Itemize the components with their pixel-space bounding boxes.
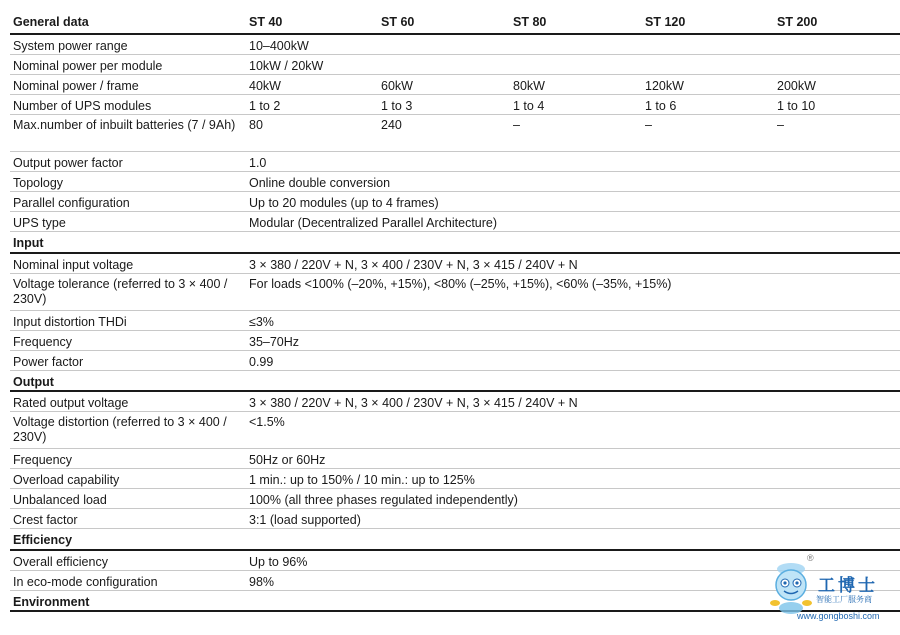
- watermark: [763, 553, 893, 628]
- table-row: [10, 310, 900, 330]
- row-value: 0.99: [246, 350, 900, 370]
- row-label: Overall efficiency: [10, 550, 246, 571]
- row-label: Overload capability: [10, 469, 246, 489]
- row-value: 3 × 380 / 220V + N, 3 × 400 / 230V + N, 3 × 415 / 240V + N: [246, 391, 900, 412]
- row-value: ≤3%: [246, 310, 900, 330]
- row-value: 1 to 6: [642, 95, 774, 115]
- header-model-st40: ST 40: [246, 14, 378, 34]
- spec-table: [10, 14, 900, 612]
- header-row: [10, 14, 900, 34]
- table-row: [10, 115, 900, 152]
- row-label: Number of UPS modules: [10, 95, 246, 115]
- row-value: 200kW: [774, 75, 900, 95]
- row-value: 100% (all three phases regulated independently): [246, 489, 900, 509]
- header-model-st120: ST 120: [642, 14, 774, 34]
- section-title: Output: [10, 370, 900, 391]
- row-label: Parallel configuration: [10, 192, 246, 212]
- row-value: Modular (Decentralized Parallel Architecture): [246, 212, 900, 232]
- table-row: [10, 172, 900, 192]
- row-label: Nominal power per module: [10, 55, 246, 75]
- row-label: Power factor: [10, 350, 246, 370]
- row-value: 35–70Hz: [246, 330, 900, 350]
- row-value: For loads <100% (–20%, +15%), <80% (–25%, +15%), <60% (–35%, +15%): [246, 273, 900, 310]
- table-row: [10, 330, 900, 350]
- row-value: 60kW: [378, 75, 510, 95]
- row-label: Voltage distortion (referred to 3 × 400 / 230V): [10, 412, 246, 449]
- table-row: [10, 152, 900, 172]
- row-value: 50Hz or 60Hz: [246, 449, 900, 469]
- row-value: 3 × 380 / 220V + N, 3 × 400 / 230V + N, 3 × 415 / 240V + N: [246, 253, 900, 274]
- watermark-brand: 工博士: [818, 576, 878, 595]
- row-value: 1 min.: up to 150% / 10 min.: up to 125%: [246, 469, 900, 489]
- table-row: [10, 212, 900, 232]
- row-label: Crest factor: [10, 509, 246, 529]
- row-value: –: [642, 115, 774, 152]
- row-value: 80kW: [510, 75, 642, 95]
- row-label: Input distortion THDi: [10, 310, 246, 330]
- row-value: 1 to 4: [510, 95, 642, 115]
- table-row: [10, 34, 900, 55]
- registered-mark: ®: [807, 553, 814, 563]
- table-row: [10, 75, 900, 95]
- row-value: Up to 20 modules (up to 4 frames): [246, 192, 900, 212]
- table-row: [10, 449, 900, 469]
- row-value: –: [774, 115, 900, 152]
- row-value: 40kW: [246, 75, 378, 95]
- row-value: 240: [378, 115, 510, 152]
- spec-table-body: [10, 14, 900, 611]
- row-label: UPS type: [10, 212, 246, 232]
- row-value: 10kW / 20kW: [246, 55, 900, 75]
- table-row: [10, 273, 900, 310]
- row-label: Max.number of inbuilt batteries (7 / 9Ah): [10, 115, 246, 152]
- table-row: [10, 192, 900, 212]
- row-label: Unbalanced load: [10, 489, 246, 509]
- row-value: 3:1 (load supported): [246, 509, 900, 529]
- row-label: Output power factor: [10, 152, 246, 172]
- row-label: System power range: [10, 34, 246, 55]
- row-value: 1 to 3: [378, 95, 510, 115]
- section-title: Input: [10, 232, 900, 253]
- header-model-st200: ST 200: [774, 14, 900, 34]
- spec-sheet: [10, 14, 890, 612]
- row-label: In eco-mode configuration: [10, 570, 246, 590]
- row-label: Nominal input voltage: [10, 253, 246, 274]
- row-value: 120kW: [642, 75, 774, 95]
- section-row: [10, 529, 900, 550]
- row-value: <1.5%: [246, 412, 900, 449]
- table-row: [10, 350, 900, 370]
- table-row: [10, 469, 900, 489]
- table-row: [10, 253, 900, 274]
- row-label: Frequency: [10, 449, 246, 469]
- watermark-url: www.gongboshi.com: [797, 611, 880, 621]
- table-row: [10, 489, 900, 509]
- row-value: 10–400kW: [246, 34, 900, 55]
- table-row: [10, 95, 900, 115]
- table-row: [10, 55, 900, 75]
- row-value: Up to 96%: [246, 550, 900, 571]
- row-value: Online double conversion: [246, 172, 900, 192]
- row-value: 98%: [246, 570, 900, 590]
- row-label: Frequency: [10, 330, 246, 350]
- row-value: 80: [246, 115, 378, 152]
- section-title: Efficiency: [10, 529, 900, 550]
- header-model-st60: ST 60: [378, 14, 510, 34]
- mascot-logo-icon: [765, 559, 817, 615]
- row-value: 1 to 10: [774, 95, 900, 115]
- row-label: Rated output voltage: [10, 391, 246, 412]
- table-row: [10, 391, 900, 412]
- section-title: Environment: [10, 590, 900, 611]
- header-model-st80: ST 80: [510, 14, 642, 34]
- row-value: 1 to 2: [246, 95, 378, 115]
- row-value: –: [510, 115, 642, 152]
- row-value: 1.0: [246, 152, 900, 172]
- header-label: General data: [10, 14, 246, 34]
- table-row: [10, 509, 900, 529]
- row-label: Voltage tolerance (referred to 3 × 400 / 230V): [10, 273, 246, 310]
- table-row: [10, 412, 900, 449]
- section-row: [10, 370, 900, 391]
- watermark-slogan: 智能工厂服务商: [816, 595, 872, 604]
- section-row: [10, 232, 900, 253]
- row-label: Topology: [10, 172, 246, 192]
- row-label: Nominal power / frame: [10, 75, 246, 95]
